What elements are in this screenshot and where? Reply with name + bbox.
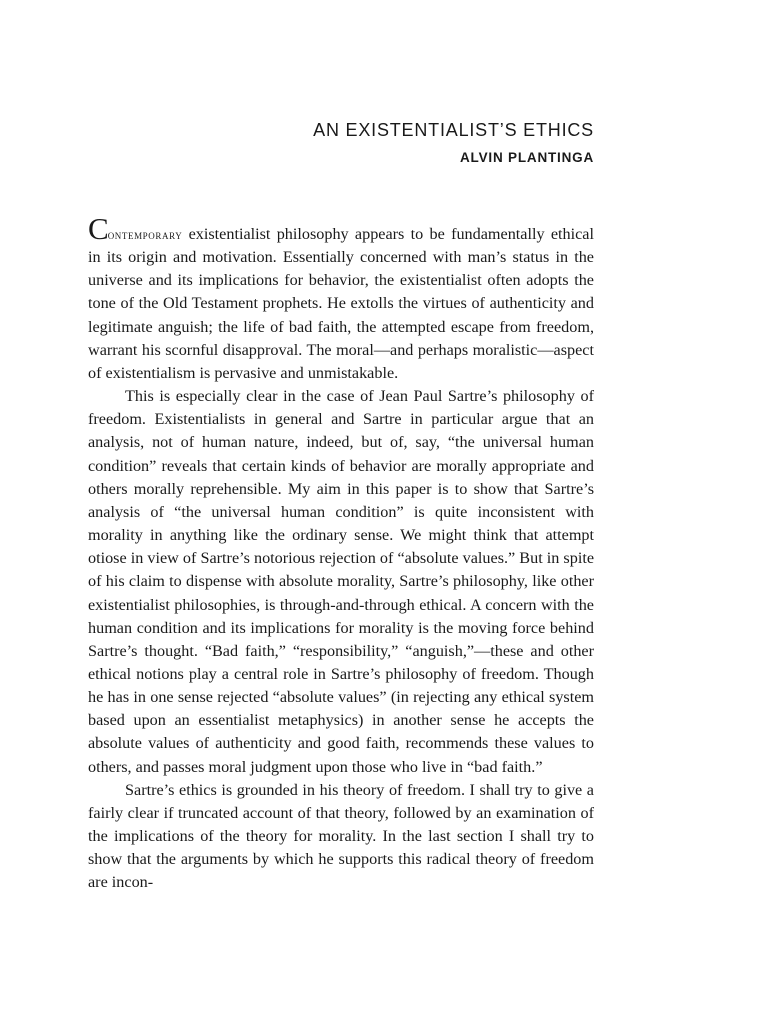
drop-cap: C (88, 211, 108, 246)
small-caps-lead: ontemporary (107, 227, 183, 242)
article-title: AN EXISTENTIALIST’S ETHICS (313, 120, 594, 140)
paragraph-3: Sartre’s ethics is grounded in his theory of freedom. I shall try to give a fairly clear if truncated account of that theory, followed by an examination of the implications of the theory for morality. In the last section I shall try to show that the arguments by which he supports this radical theory of freedom are incon- (88, 780, 594, 892)
paragraph-1 (88, 211, 594, 385)
article-author: ALVIN PLANTINGA (460, 150, 594, 165)
article-body (88, 211, 594, 895)
paragraph-1-text: existentialist philosophy appears to be fundamentally ethical in its origin and motivation. Essentially concerned with man’s status in the universe and its implications for behavior, the existentialist often adopts the tone of the Old Testament prophets. He extolls the virtues of authenticity and legitimate anguish; the life of bad faith, the attempted escape from freedom, warrant his scornful disapproval. The moral—and perhaps moralistic—aspect of existentialism is pervasive and unmistakable. (88, 225, 594, 382)
paragraph-2: This is especially clear in the case of Jean Paul Sartre’s philosophy of freedom. Existentialists in general and Sartre in particular argue that an analysis, not of human nature, indeed, but of, say, “the universal human condition” reveals that certain kinds of behavior are morally appropriate and others morally reprehensible. My aim in this paper is to show that Sartre’s analysis of “the universal human condition” is quite inconsistent with morality in anything like the ordinary sense. We might think that attempt otiose in view of Sartre’s notorious rejection of “absolute values.” But in spite of his claim to dispense with absolute morality, Sartre’s philosophy, like other existentialist philosophies, is through-and-through ethical. A concern with the human condition and its implications for morality is the moving force behind Sartre’s thought. “Bad faith,” “responsibility,” “anguish,”—these and other ethical notions play a central role in Sartre’s philosophy of freedom. Though he has in one sense rejected “absolute values” (in rejecting any ethical system based upon an essentialist metaphysics) in another sense he accepts the absolute values of authenticity and good faith, recommends these values to others, and passes moral judgment upon those who live in “bad faith.” (88, 387, 594, 776)
